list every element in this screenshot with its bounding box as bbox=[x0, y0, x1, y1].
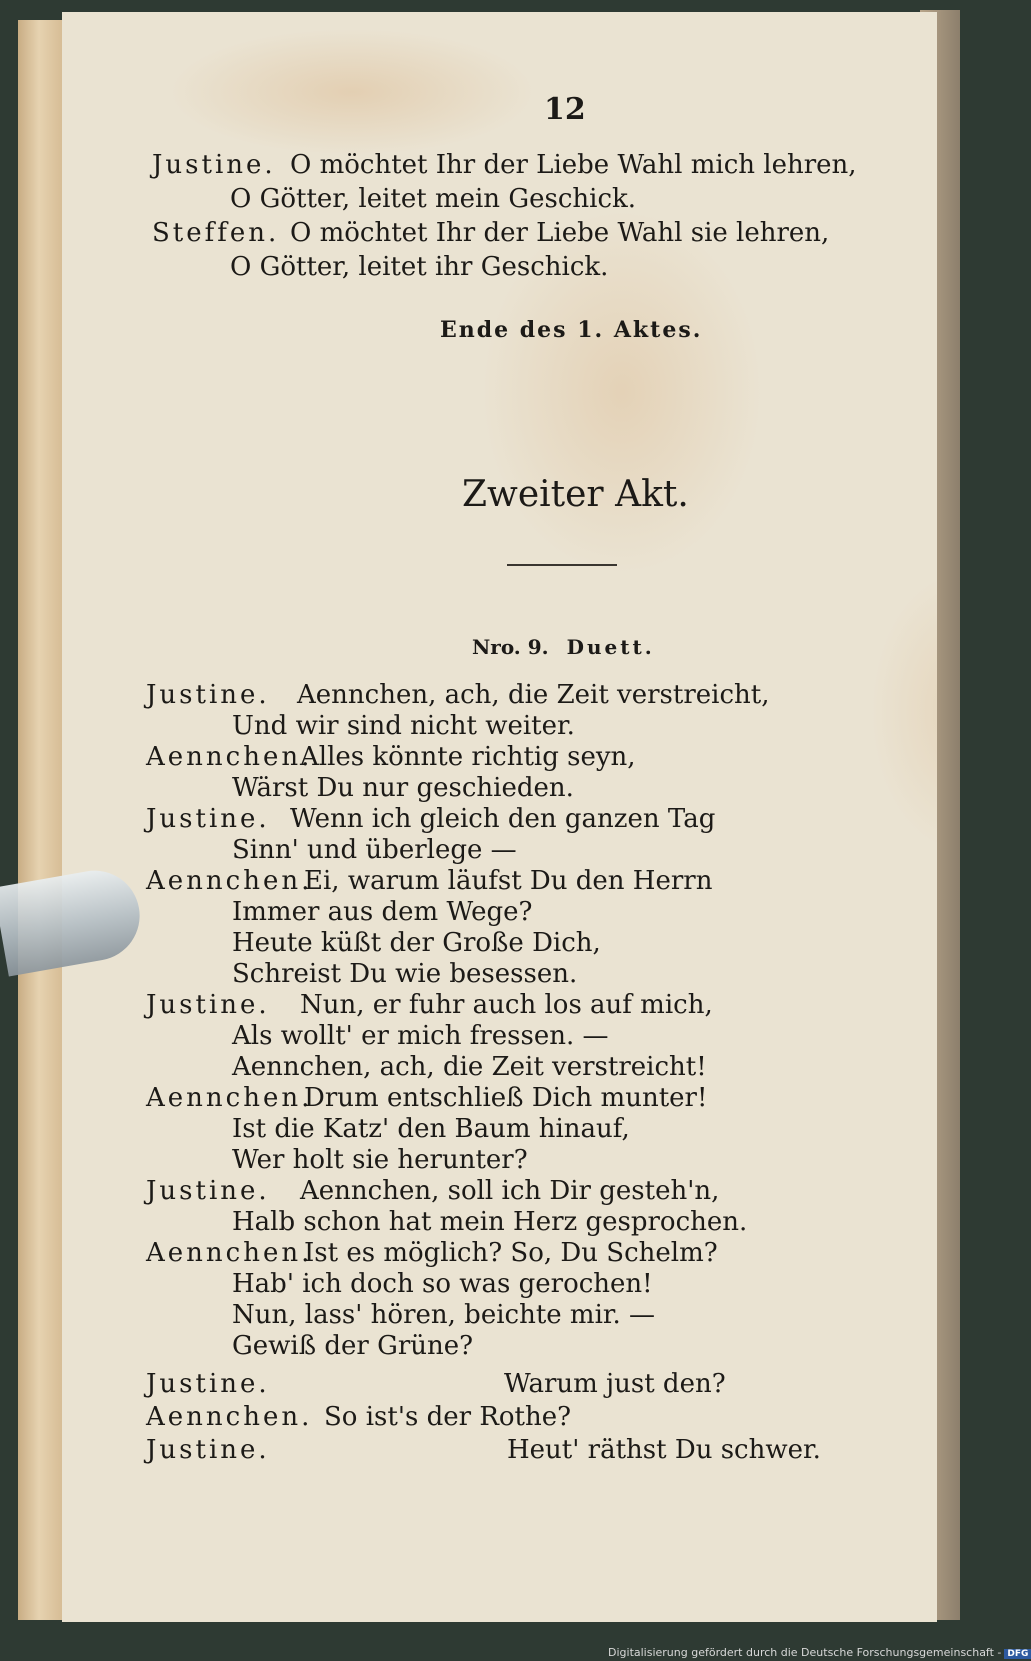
line-text: Schreist Du wie besessen. bbox=[232, 959, 578, 989]
line-text: So ist's der Rothe? bbox=[324, 1402, 572, 1432]
line-text: Immer aus dem Wege? bbox=[232, 897, 533, 927]
credit-text: Digitalisierung gefördert durch die Deutsche Forschungsgemeinschaft - bbox=[608, 1646, 1002, 1659]
line-speaker: Aennchen. bbox=[146, 1238, 313, 1268]
line-text: Nun, er fuhr auch los auf mich, bbox=[300, 990, 713, 1020]
line-text: Ist es möglich? So, Du Schelm? bbox=[304, 1238, 718, 1268]
line-text: Alles könnte richtig seyn, bbox=[300, 742, 636, 772]
line-text: Ist die Katz' den Baum hinauf, bbox=[232, 1114, 630, 1144]
line-speaker: Justine. bbox=[146, 680, 270, 710]
line-text: Ei, warum läufst Du den Herrn bbox=[304, 866, 713, 896]
line-text: Wärst Du nur geschieden. bbox=[232, 773, 574, 803]
act-title: Zweiter Akt. bbox=[462, 474, 689, 515]
verse-speaker: Justine. bbox=[152, 150, 276, 180]
line-speaker: Justine. bbox=[146, 1369, 270, 1399]
verse-text: O möchtet Ihr der Liebe Wahl sie lehren, bbox=[290, 218, 830, 248]
line-text: Nun, lass' hören, beichte mir. — bbox=[232, 1300, 655, 1330]
dfg-logo: DFG bbox=[1004, 1649, 1031, 1659]
line-text: Wenn ich gleich den ganzen Tag bbox=[290, 804, 716, 834]
line-speaker: Justine. bbox=[146, 1435, 270, 1465]
verse-speaker: Steffen. bbox=[152, 218, 280, 248]
line-text: Aennchen, ach, die Zeit verstreicht, bbox=[297, 680, 770, 710]
page-number: 12 bbox=[544, 92, 586, 127]
line-text: Gewiß der Grüne? bbox=[232, 1331, 474, 1361]
line-text: Drum entschließ Dich munter! bbox=[304, 1083, 708, 1113]
book-page bbox=[62, 12, 937, 1622]
line-text: Als wollt' er mich fressen. — bbox=[232, 1021, 609, 1051]
line-text: Hab' ich doch so was gerochen! bbox=[232, 1269, 653, 1299]
line-text: Halb schon hat mein Herz gesprochen. bbox=[232, 1207, 748, 1237]
line-speaker: Aennchen. bbox=[146, 1083, 313, 1113]
line-text: Sinn' und überlege — bbox=[232, 835, 517, 865]
number-heading bbox=[472, 635, 655, 659]
line-text: Und wir sind nicht weiter. bbox=[232, 711, 575, 741]
line-speaker: Justine. bbox=[146, 1176, 270, 1206]
number-label: Nro. 9. bbox=[472, 635, 549, 659]
line-text: Wer holt sie herunter? bbox=[232, 1145, 528, 1175]
line-text: Heute küßt der Große Dich, bbox=[232, 928, 601, 958]
line-speaker: Justine. bbox=[146, 804, 270, 834]
digitization-credit bbox=[608, 1646, 1031, 1659]
line-speaker: Aennchen. bbox=[146, 1402, 313, 1432]
line-text: Warum just den? bbox=[504, 1369, 726, 1399]
line-speaker: Aennchen. bbox=[146, 866, 313, 896]
verse-text: O Götter, leitet ihr Geschick. bbox=[230, 252, 609, 282]
line-speaker: Justine. bbox=[146, 990, 270, 1020]
line-text: Aennchen, soll ich Dir gesteh'n, bbox=[300, 1176, 720, 1206]
line-speaker: Aennchen. bbox=[146, 742, 313, 772]
line-text: Aennchen, ach, die Zeit verstreicht! bbox=[232, 1052, 707, 1082]
line-text: Heut' räthst Du schwer. bbox=[507, 1435, 821, 1465]
number-title: Duett. bbox=[566, 635, 655, 659]
divider-rule bbox=[507, 564, 617, 566]
verse-text: O möchtet Ihr der Liebe Wahl mich lehren, bbox=[290, 150, 857, 180]
end-of-act: Ende des 1. Aktes. bbox=[440, 317, 703, 343]
verse-text: O Götter, leitet mein Geschick. bbox=[230, 184, 637, 214]
